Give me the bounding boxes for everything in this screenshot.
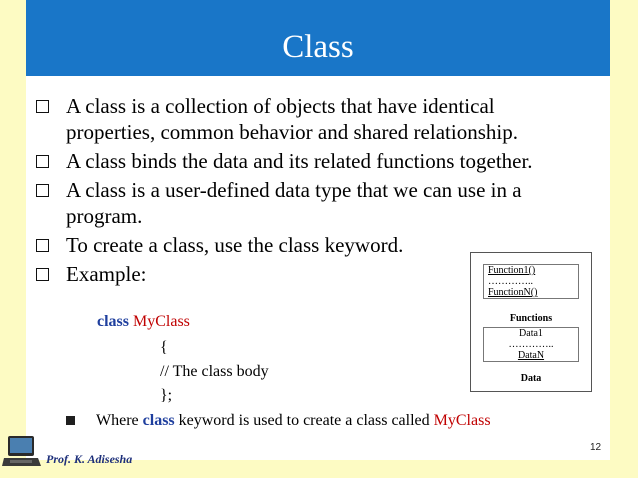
bullet-line: Example:	[66, 262, 147, 286]
bullet-item	[36, 93, 596, 145]
bullet-line: program.	[66, 204, 143, 228]
hollow-square-bullet-icon	[36, 268, 49, 281]
data-box	[483, 327, 579, 362]
function-last: FunctionN()	[488, 287, 538, 298]
bullet-line: properties, common behavior and shared relationship.	[66, 120, 518, 144]
page-number: 12	[590, 442, 602, 453]
code-open-brace: {	[160, 339, 168, 356]
hollow-square-bullet-icon	[36, 239, 49, 252]
functions-box	[483, 264, 579, 299]
code-keyword: class	[97, 313, 129, 330]
code-close-brace: };	[160, 387, 173, 404]
slide-title: Class	[282, 29, 354, 65]
sub-bullet-class-name: MyClass	[433, 412, 491, 429]
laptop-icon	[2, 434, 42, 470]
bullet-item	[36, 177, 596, 229]
bullet-line: A class is a user-defined data type that we can use in a	[66, 178, 522, 202]
sub-bullet-keyword: class	[142, 412, 175, 429]
bullet-item	[36, 148, 596, 174]
data-last: DataN	[517, 350, 545, 361]
data-label: Data	[520, 373, 542, 384]
bullet-line: To create a class, use the class keyword.	[66, 233, 404, 257]
bullet-line: A class binds the data and its related functions together.	[66, 149, 533, 173]
function-ellipsis: …………..	[488, 276, 533, 287]
hollow-square-bullet-icon	[36, 184, 49, 197]
function-first: Function1()	[488, 265, 536, 276]
sub-bullet-text: Where class keyword is used to create a class called MyClass	[96, 412, 491, 429]
filled-square-bullet-icon	[66, 416, 75, 425]
data-ellipsis: …………..	[508, 339, 554, 350]
code-line-declaration	[97, 312, 190, 332]
data-first: Data1	[519, 328, 543, 339]
bullet-line: A class is a collection of objects that have identical	[66, 94, 495, 118]
author-name: Prof. K. Adisesha	[46, 452, 133, 466]
code-comment: // The class body	[160, 363, 269, 380]
hollow-square-bullet-icon	[36, 155, 49, 168]
code-class-name: MyClass	[133, 313, 190, 330]
class-diagram	[470, 252, 592, 392]
functions-label: Functions	[509, 313, 553, 324]
hollow-square-bullet-icon	[36, 100, 49, 113]
